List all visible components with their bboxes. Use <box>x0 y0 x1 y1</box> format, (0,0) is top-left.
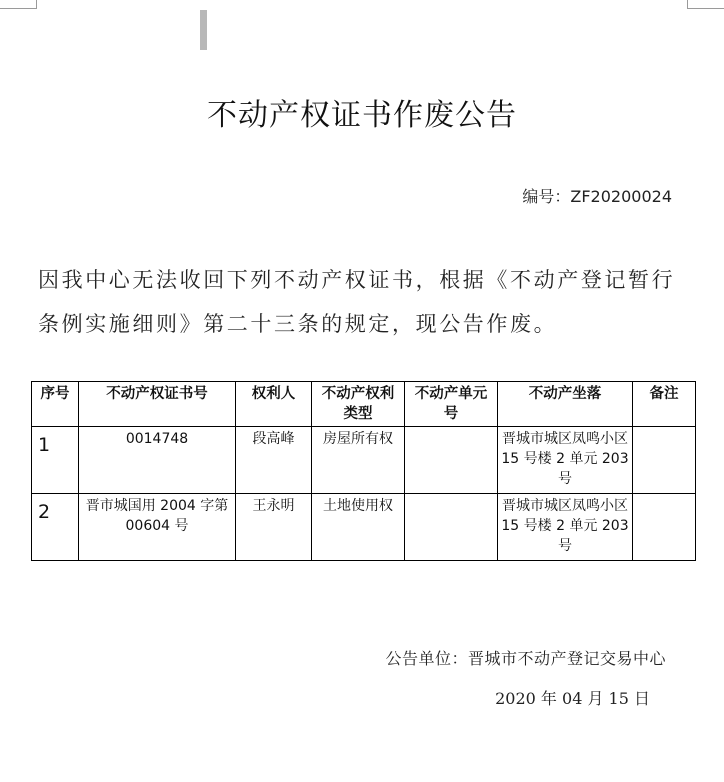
issuing-unit: 公告单位：晋城市不动产登记交易中心 <box>385 649 666 668</box>
cell-unit-no <box>405 494 498 561</box>
header-certificate-no: 不动产权证书号 <box>79 382 236 427</box>
table-header-row <box>32 382 696 427</box>
notice-date: 2020 年 04 月 15 日 <box>495 689 650 708</box>
notice-title: 不动产权证书作废公告 <box>207 98 517 133</box>
notice-body: 因我中心无法收回下列不动产权证书，根据《不动产登记暂行条例实施细则》第二十三条的规定，现公告作废。 <box>38 268 676 336</box>
cell-owner: 段高峰 <box>236 427 312 494</box>
page-corner-mark-left <box>0 0 37 9</box>
cell-remarks <box>633 427 696 494</box>
header-owner: 权利人 <box>236 382 312 427</box>
page-corner-mark-right <box>687 0 724 9</box>
cell-right-type: 土地使用权 <box>312 494 405 561</box>
text-cursor-marker <box>200 10 207 50</box>
table-row <box>32 427 696 494</box>
header-unit-no: 不动产单元号 <box>405 382 498 427</box>
cell-location: 晋城市城区凤鸣小区 15 号楼 2 单元 203 号 <box>498 494 633 561</box>
cell-seq: 2 <box>32 494 79 561</box>
table-row <box>32 494 696 561</box>
cell-seq: 1 <box>32 427 79 494</box>
header-right-type: 不动产权利类型 <box>312 382 405 427</box>
cell-unit-no <box>405 427 498 494</box>
cell-certificate-no: 0014748 <box>79 427 236 494</box>
header-location: 不动产坐落 <box>498 382 633 427</box>
cell-remarks <box>633 494 696 561</box>
cell-owner: 王永明 <box>236 494 312 561</box>
notice-serial-number: 编号：ZF20200024 <box>522 187 672 206</box>
voided-certificates-table <box>31 381 696 561</box>
cell-certificate-no: 晋市城国用 2004 字第 00604 号 <box>79 494 236 561</box>
header-seq: 序号 <box>32 382 79 427</box>
cell-location: 晋城市城区凤鸣小区 15 号楼 2 单元 203 号 <box>498 427 633 494</box>
cell-right-type: 房屋所有权 <box>312 427 405 494</box>
header-remarks: 备注 <box>633 382 696 427</box>
